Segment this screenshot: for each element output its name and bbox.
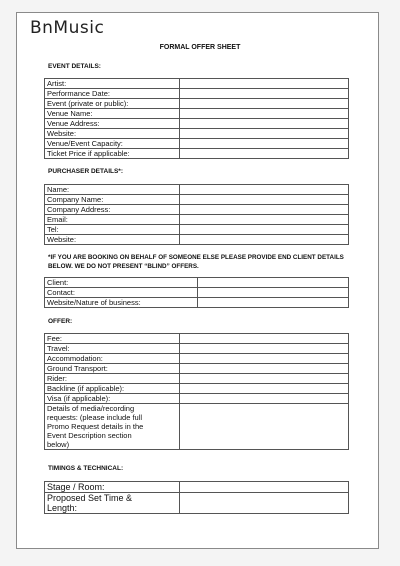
- page-title: FORMAL OFFER SHEET: [159, 44, 241, 51]
- purchaser-name-field[interactable]: [180, 185, 349, 195]
- table-row: [45, 384, 349, 394]
- field-label: Venue/Event Capacity:: [45, 139, 180, 149]
- accommodation-field[interactable]: [180, 354, 349, 364]
- field-label: Rider:: [45, 374, 180, 384]
- table-row: [45, 195, 349, 205]
- email-field[interactable]: [180, 215, 349, 225]
- event-type-field[interactable]: [180, 99, 349, 109]
- field-label: Email:: [45, 215, 180, 225]
- table-row: [45, 278, 349, 288]
- table-row: [45, 364, 349, 374]
- table-row: [45, 354, 349, 364]
- table-row: [45, 298, 349, 308]
- offer-table: [44, 333, 349, 450]
- field-label: Backline (if applicable):: [45, 384, 180, 394]
- table-row: [45, 225, 349, 235]
- visa-field[interactable]: [180, 394, 349, 404]
- field-label: Venue Name:: [45, 109, 180, 119]
- event-details-heading: EVENT DETAILS:: [48, 63, 101, 70]
- set-time-field[interactable]: [180, 493, 349, 514]
- table-row: [45, 235, 349, 245]
- event-details-table: [44, 78, 349, 159]
- table-row: [45, 79, 349, 89]
- travel-field[interactable]: [180, 344, 349, 354]
- performance-date-field[interactable]: [180, 89, 349, 99]
- media-requests-label: Details of media/recording requests: (please include full Promo Request details in the Event Description section below): [45, 404, 180, 450]
- timings-heading: TIMINGS & TECHNICAL:: [48, 465, 124, 472]
- fee-field[interactable]: [180, 334, 349, 344]
- venue-address-field[interactable]: [180, 119, 349, 129]
- company-address-field[interactable]: [180, 205, 349, 215]
- purchaser-details-table: [44, 184, 349, 245]
- blind-offer-note: *IF YOU ARE BOOKING ON BEHALF OF SOMEONE ELSE PLEASE PROVIDE END CLIENT DETAILS BELOW. WE DO NOT PRESENT “BLIND” OFFERS.: [48, 254, 344, 270]
- contact-field[interactable]: [198, 288, 349, 298]
- stage-room-field[interactable]: [180, 482, 349, 493]
- table-row: [45, 374, 349, 384]
- field-label: Client:: [45, 278, 198, 288]
- field-label: Contact:: [45, 288, 198, 298]
- purchaser-details-heading: PURCHASER DETAILS*:: [48, 168, 123, 175]
- capacity-field[interactable]: [180, 139, 349, 149]
- table-row: [45, 109, 349, 119]
- field-label: Website:: [45, 235, 180, 245]
- table-row: [45, 119, 349, 129]
- table-row: [45, 404, 349, 450]
- table-row: [45, 99, 349, 109]
- field-label: Venue Address:: [45, 119, 180, 129]
- timings-table: [44, 481, 349, 514]
- field-label: Fee:: [45, 334, 180, 344]
- set-time-label: Proposed Set Time & Length:: [45, 493, 180, 514]
- backline-field[interactable]: [180, 384, 349, 394]
- table-row: [45, 215, 349, 225]
- field-label: Travel:: [45, 344, 180, 354]
- venue-name-field[interactable]: [180, 109, 349, 119]
- tel-field[interactable]: [180, 225, 349, 235]
- table-row: [45, 205, 349, 215]
- event-website-field[interactable]: [180, 129, 349, 139]
- field-label: Stage / Room:: [45, 482, 180, 493]
- table-row: [45, 149, 349, 159]
- client-details-table: [44, 277, 349, 308]
- ticket-price-field[interactable]: [180, 149, 349, 159]
- field-label: Performance Date:: [45, 89, 180, 99]
- table-row: [45, 334, 349, 344]
- field-label: Artist:: [45, 79, 180, 89]
- field-label: Tel:: [45, 225, 180, 235]
- purchaser-website-field[interactable]: [180, 235, 349, 245]
- rider-field[interactable]: [180, 374, 349, 384]
- table-row: [45, 89, 349, 99]
- field-label: Website/Nature of business:: [45, 298, 198, 308]
- table-row: [45, 129, 349, 139]
- field-label: Accommodation:: [45, 354, 180, 364]
- offer-heading: OFFER:: [48, 318, 73, 325]
- company-name-field[interactable]: [180, 195, 349, 205]
- field-label: Ground Transport:: [45, 364, 180, 374]
- field-label: Website:: [45, 129, 180, 139]
- media-requests-field[interactable]: [180, 404, 349, 450]
- field-label: Company Address:: [45, 205, 180, 215]
- field-label: Company Name:: [45, 195, 180, 205]
- table-row: [45, 344, 349, 354]
- field-label: Event (private or public):: [45, 99, 180, 109]
- table-row: [45, 139, 349, 149]
- artist-field[interactable]: [180, 79, 349, 89]
- ground-transport-field[interactable]: [180, 364, 349, 374]
- field-label: Visa (if applicable):: [45, 394, 180, 404]
- field-label: Ticket Price if applicable:: [45, 149, 180, 159]
- client-field[interactable]: [198, 278, 349, 288]
- table-row: [45, 185, 349, 195]
- table-row: [45, 288, 349, 298]
- field-label: Name:: [45, 185, 180, 195]
- table-row: [45, 493, 349, 514]
- business-field[interactable]: [198, 298, 349, 308]
- table-row: [45, 482, 349, 493]
- brand-logo: BnMusic: [30, 18, 105, 38]
- table-row: [45, 394, 349, 404]
